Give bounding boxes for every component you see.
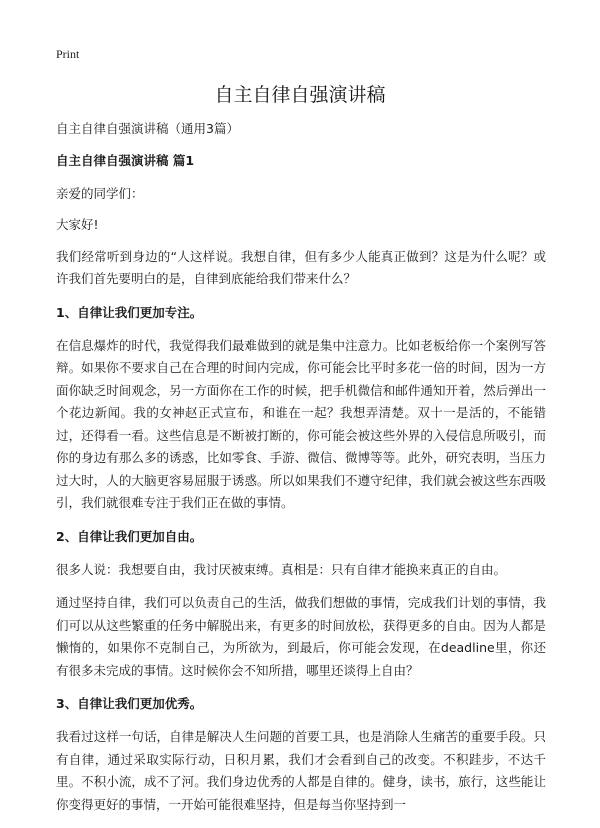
print-link[interactable]: Print — [56, 47, 80, 61]
body-paragraph: 我看过这样一句话，自律是解决人生问题的首要工具，也是消除人生痛苦的重要手段。只有自律，通过采取实际行动，日积月累，我们才会看到自己的改变。不积跬步，不达千里。不积小流，成不了河。我们身边优秀的人都是自律的。健身，读书，旅行，这些能让你变得更好的事情，一开始可能很难坚持，但是每当你坚持到一 — [56, 729, 546, 812]
greeting-line: 亲爱的同学们： — [56, 185, 144, 201]
intro-paragraph: 我们经常听到身边的“人这样说。我想自律，但有多少人能真正做到？这是为什么呢？或许我们首先要明白的是，自律到底能给我们带来什么？ — [56, 248, 546, 286]
page-title: 自主自律自强演讲稿 — [214, 84, 386, 106]
section-heading: 3、自律让我们更加优秀。 — [56, 696, 203, 711]
section-heading: 2、自律让我们更加自由。 — [56, 528, 203, 544]
section-heading: 1、自律让我们更加专注。 — [56, 304, 203, 320]
article-heading: 自主自律自强演讲稿 篇1 — [56, 152, 195, 168]
document-subtitle: 自主自律自强演讲稿（通用3篇） — [56, 121, 239, 136]
body-paragraph: 通过坚持自律，我们可以负责自己的生活，做我们想做的事情，完成我们计划的事情，我们可以从这些繁重的任务中解脱出来，有更多的时间放松，获得更多的自由。因为人都是懒惰的，如果你不克制自己，为所欲为，到最后，你可能会发现，在deadline里，你还有很多未完成的事情。这时候你会不知所措，哪里还谈得上自由？ — [56, 595, 546, 678]
greeting-line: 大家好! — [56, 217, 99, 232]
body-paragraph: 在信息爆炸的时代，我觉得我们最难做到的就是集中注意力。比如老板给你一个案例写答辩。如果你不要求自己在合理的时间内完成，你可能会比平时多花一倍的时间，因为一方面你缺乏时间观念，另一方面你在工作的时候，把手机微信和邮件通知开着，然后弹出一个花边新闻。我的女神赵正式宣布，和谁在一起？我想弄清楚。双十一是活的，不能错过，还得看一看。这些信息是不断被打断的，你可能会被这些外界的入侵信息所吸引，而你的身边有那么多的诱惑，比如零食、手游、微信、微博等等。此外，研究表明，当压力过大时，人的大脑更容易屈服于诱惑。所以如果我们不遵守纪律，我们就会被这些东西吸引，我们就很难专注于我们正在做的事情。 — [56, 337, 546, 510]
document-body — [56, 118, 546, 827]
body-paragraph: 很多人说：我想要自由，我讨厌被束缚。真相是：只有自律才能换来真正的自由。 — [56, 561, 507, 577]
